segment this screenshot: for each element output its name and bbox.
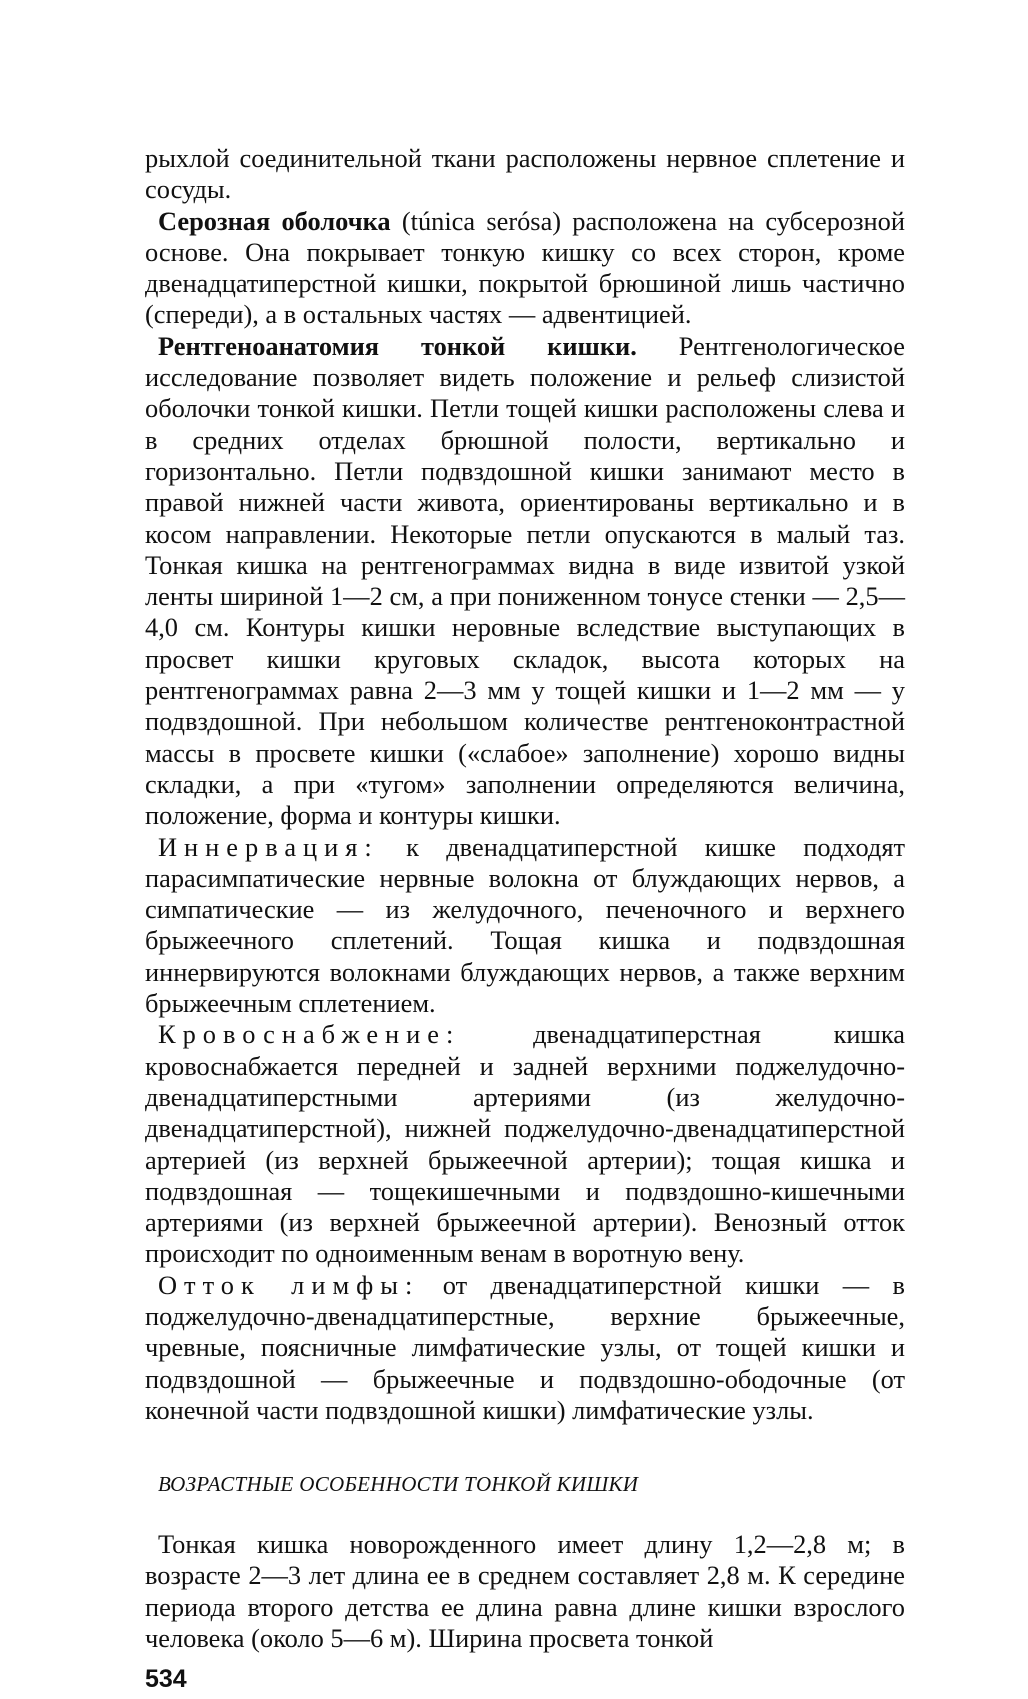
term-lymph-outflow: Отток лимфы: xyxy=(158,1269,420,1300)
paragraph-continuation: рыхлой соединительной ткани расположены нервное сплетение и сосуды. xyxy=(145,143,905,205)
term-blood-supply: Кровоснабжение: xyxy=(158,1019,461,1050)
term-innervation: Иннервация: xyxy=(158,831,379,862)
paragraph-xray-anatomy xyxy=(145,331,905,832)
serosa-text: (túnica serósa) расположена на субсерозной основе. Она покрывает тонкую кишку со всех сторон, кроме двенадцатиперстной кишки, покрытой брюшиной лишь частично (спереди), а в остальных частях — адвентицией. xyxy=(145,205,905,330)
innervation-text: к двенадцатиперстной кишке подходят парасимпатические нервные волокна от блуждающих нервов, а симпатические — из желудочного, печеночного и верхнего брыжеечного сплетений. Тощая кишка и подвздошная иннервируются волокнами блуждающих нервов, а также верхним брыжеечным сплетением. xyxy=(145,831,905,1019)
book-page xyxy=(145,143,905,1699)
term-xray-anatomy: Рентгеноанатомия тонкой кишки. xyxy=(158,330,637,361)
blood-supply-text: двенадцатиперстная кишка кровоснабжается передней и задней верхними поджелудочно-двенадцатиперстными артериями (из желудочно-двенадцатиперстной), нижней поджелудочно-двенадцатиперстной артерией (из верхней брыжеечной артерии); тощая кишка и подвздошная — тощекишечными и подвздошно-кишечными артериями (из верхней брыжеечной артерии). Венозный отток происходит по одноименным венам в воротную вену. xyxy=(145,1019,905,1269)
paragraph-innervation xyxy=(145,832,905,1020)
paragraph-serosa xyxy=(145,206,905,331)
paragraph-blood-supply xyxy=(145,1019,905,1269)
lymph-outflow-text: от двенадцатиперстной кишки — в поджелудочно-двенадцатиперстные, верхние брыжеечные, чревные, поясничные лимфатические узлы, от тощей кишки и подвздошной — брыжеечные и подвздошно-ободочные (от конечной части подвздошной кишки) лимфатические узлы. xyxy=(145,1269,905,1425)
paragraph-lymph-outflow xyxy=(145,1270,905,1426)
section-heading: ВОЗРАСТНЫЕ ОСОБЕННОСТИ ТОНКОЙ КИШКИ xyxy=(158,1472,639,1497)
term-serosa: Серозная оболочка xyxy=(158,205,391,236)
page-number: 534 xyxy=(145,1665,187,1694)
paragraph-age-features: Тонкая кишка новорожденного имеет длину 1,2—2,8 м; в возрасте 2—3 лет длина ее в среднем составляет 2,8 м. К середине периода второго детства ее длина равна длине кишки взрослого человека (около 5—6 м). Ширина просвета тонкой xyxy=(145,1529,905,1654)
xray-anatomy-text: Рентгенологическое исследование позволяет видеть положение и рельеф слизистой оболочки тонкой кишки. Петли тощей кишки расположены слева и в средних отделах брюшной полости, вертикально и горизонтально. Петли подвздошной кишки занимают место в правой нижней части живота, ориентированы вертикально и в косом направлении. Некоторые петли опускаются в малый таз. Тонкая кишка на рентгенограммах видна в виде извитой узкой ленты шириной 1—2 см, а при пониженном тонусе стенки — 2,5—4,0 см. Контуры кишки неровные вследствие выступающих в просвет кишки круговых складок, высота которых на рентгенограммах равна 2—3 мм у тощей кишки и 1—2 мм — у подвздошной. При небольшом количестве рентгеноконтрастной массы в просвете кишки («слабое» заполнение) хорошо видны складки, а при «тугом» заполнении определяются величина, положение, форма и контуры кишки. xyxy=(145,330,905,831)
